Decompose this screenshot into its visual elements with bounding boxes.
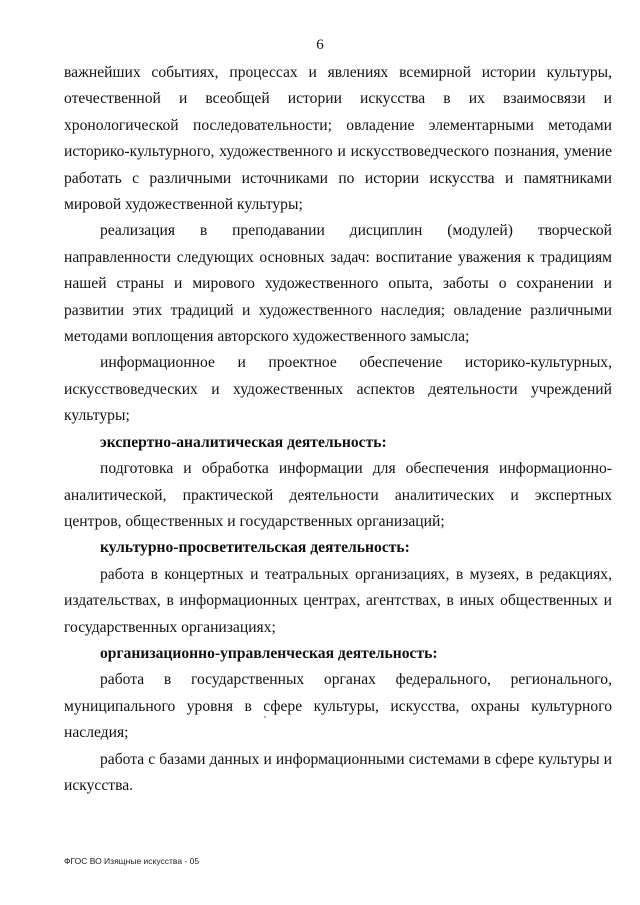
page-number: 6	[316, 37, 324, 53]
heading-expert-analytical: экспертно-аналитическая деятельность:	[100, 433, 387, 451]
document-body	[64, 60, 612, 799]
paragraph-cultural-educational: работа в концертных и театральных организациях, в музеях, в редакциях, издательствах, в информационных центрах, агентствах, в иных общественных и государственных организациях;	[64, 565, 612, 636]
paragraph-databases: работа с базами данных и информационными системами в сфере культуры и искусства.	[64, 750, 612, 794]
paragraph-organizational-managerial: работа в государственных органах федерального, регионального, муниципального уровня в сфере культуры, искусства, охраны культурного наследия;	[64, 671, 612, 742]
paragraph-creative-tasks: реализация в преподавании дисциплин (модулей) творческой направленности следующих основных задач: воспитание уважения к традициям нашей страны и мирового художественного опыта, заботы о сохранении и развитии этих традиций и художественного наследия; овладение различными методами воплощения авторского художественного замысла;	[64, 222, 612, 346]
scan-speck	[264, 716, 266, 718]
document-footer: ФГОС ВО Изящные искусства - 05	[64, 856, 200, 866]
heading-cultural-educational: культурно-просветительская деятельность:	[100, 539, 410, 557]
paragraph-history-continuation: важнейших событиях, процессах и явлениях всемирной истории культуры, отечественной и всеобщей истории искусства в их взаимосвязи и хронологической последовательности; овладение элементарными методами историко-культурного, художественного и искусствоведческого познания, умение работать с различными источниками по истории искусства и памятниками мировой художественной культуры;	[64, 64, 612, 214]
heading-organizational-managerial: организационно-управленческая деятельность:	[100, 644, 438, 662]
paragraph-information-support: информационное и проектное обеспечение историко-культурных, искусствоведческих и художественных аспектов деятельности учреждений культуры;	[64, 354, 612, 425]
paragraph-expert-analytical: подготовка и обработка информации для обеспечения информационно-аналитической, практической деятельности аналитических и экспертных центров, общественных и государственных организаций;	[64, 460, 612, 530]
